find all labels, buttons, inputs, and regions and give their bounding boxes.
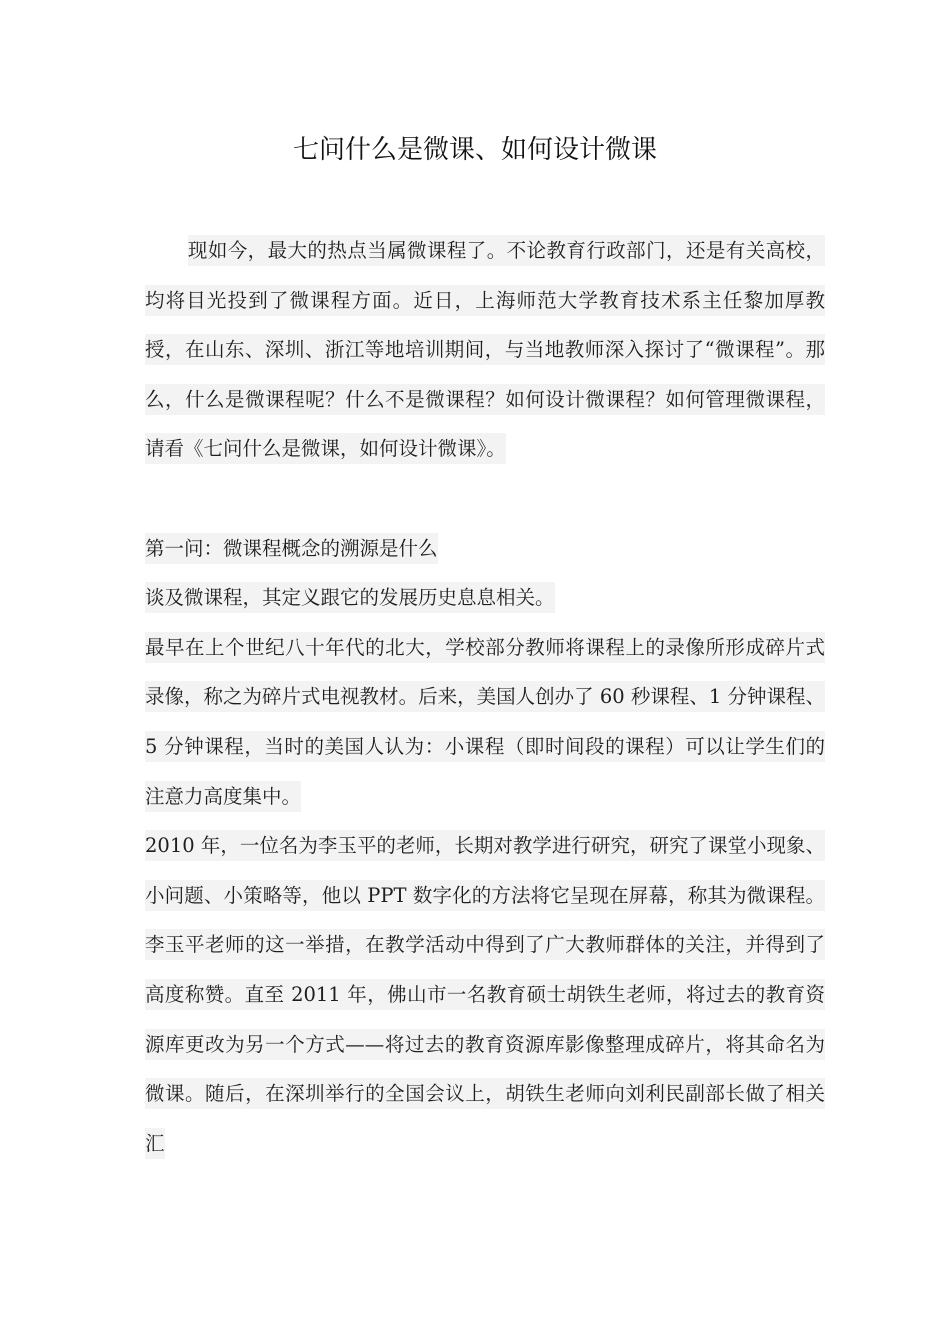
body-paragraph [145,821,825,1168]
body-paragraph-text: 谈及微课程，其定义跟它的发展历史息息相关。 [145,582,555,613]
paragraph-gap [145,474,825,524]
section-heading-1 [145,524,825,574]
body-paragraph [145,573,825,623]
body-paragraph-text: 最早在上个世纪八十年代的北大，学校部分教师将课程上的录像所形成碎片式录像，称之为碎片式电视教材。后来，美国人创办了 60 秒课程、1 分钟课程、5 分钟课程，当时的美国人认为：小课程（即时间段的课程）可以让学生们的注意力高度集中。 [145,632,825,812]
intro-paragraph [145,226,825,474]
body-paragraph-text: 2010 年，一位名为李玉平的老师，长期对教学进行研究，研究了课堂小现象、小问题、小策略等，他以 PPT 数字化的方法将它呈现在屏幕，称其为微课程。李玉平老师的这一举措，在教学活动中得到了广大教师群体的关注，并得到了高度称赞。直至 2011 年，佛山市一名教育硕士胡铁生老师，将过去的教育资源库更改为另一个方式——将过去的教育资源库影像整理成碎片，将其命名为微课。随后，在深圳举行的全国会议上，胡铁生老师向刘利民副部长做了相关汇 [145,830,825,1159]
intro-text: 现如今，最大的热点当属微课程了。不论教育行政部门，还是有关高校，均将目光投到了微课程方面。近日，上海师范大学教育技术系主任黎加厚教授，在山东、深圳、浙江等地培训期间，与当地教师深入探讨了“微课程”。那么，什么是微课程呢？什么不是微课程？如何设计微课程？如何管理微课程，请看《七问什么是微课，如何设计微课》。 [145,235,825,464]
section-heading-text: 第一问：微课程概念的溯源是什么 [145,533,438,564]
document-body [145,226,825,1168]
document-title: 七问什么是微课、如何设计微课 [292,135,657,165]
body-paragraph [145,623,825,821]
